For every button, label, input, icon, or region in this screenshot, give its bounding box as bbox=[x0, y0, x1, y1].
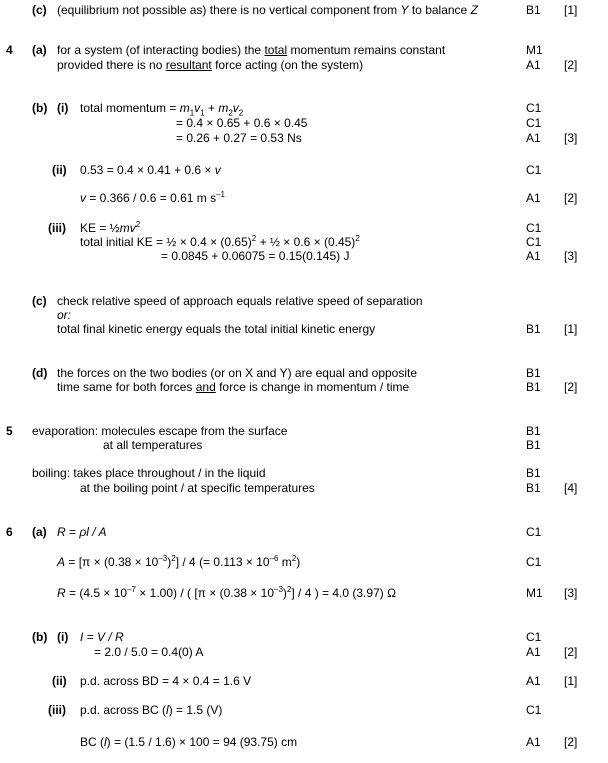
mark-4bii-1: C1 bbox=[526, 163, 542, 177]
total-6a: [3] bbox=[564, 586, 578, 600]
total-4bi: [3] bbox=[564, 131, 578, 145]
part-label-4b: (b) bbox=[32, 101, 48, 115]
mark-6a-2: C1 bbox=[526, 555, 542, 569]
answer-4bi-line3: = 0.26 + 0.27 = 0.53 Ns bbox=[176, 131, 302, 145]
answer-5-line2: at all temperatures bbox=[103, 438, 203, 452]
part-label-6b-iii: (iii) bbox=[48, 703, 66, 717]
part-label-6b: (b) bbox=[32, 630, 48, 644]
mark-4d-1: B1 bbox=[526, 366, 541, 380]
answer-4biii-line1: KE = $\frac{1}{2}mv^2$ bbox=[80, 220, 141, 235]
answer-6bi-line1: I = V / R bbox=[80, 630, 124, 644]
mark-4biii-1: C1 bbox=[526, 221, 542, 235]
mark-4bi-1: C1 bbox=[526, 101, 542, 115]
total-6bi: [2] bbox=[564, 645, 578, 659]
total-6bii: [1] bbox=[564, 674, 578, 688]
mark-6biii-2: A1 bbox=[526, 735, 541, 749]
answer-6a-line1: R = ρl / A bbox=[57, 525, 107, 539]
answer-4c-line1: check relative speed of approach equals relative speed of separation bbox=[57, 294, 423, 308]
total-4bii: [2] bbox=[564, 191, 578, 205]
part-label-4b-iii: (iii) bbox=[48, 221, 66, 235]
answer-6biii-line2: BC (l) = (1.5 / 1.6) × 100 = 94 (93.75) cm bbox=[80, 735, 298, 749]
mark-5-2: B1 bbox=[526, 438, 541, 452]
answer-4d-line2: time same for both forces and force is change in momentum / time bbox=[57, 380, 410, 394]
answer-6biii-line1: p.d. across BC (l) = 1.5 (V) bbox=[80, 703, 223, 717]
answer-3c: (equilibrium not possible as) there is no vertical component from Y to balance Z bbox=[57, 3, 478, 17]
mark-6biii-1: C1 bbox=[526, 703, 542, 717]
mark-4a-1: M1 bbox=[526, 43, 543, 57]
answer-4c-or: or: bbox=[57, 308, 72, 322]
answer-6bi-line2: = 2.0 / 5.0 = 0.4(0) A bbox=[94, 645, 204, 659]
answer-4a-line2: provided there is no resultant force acting (on the system) bbox=[57, 58, 364, 72]
mark-3c: B1 bbox=[526, 3, 541, 17]
mark-4c: B1 bbox=[526, 322, 541, 336]
part-label-4d: (d) bbox=[32, 366, 48, 380]
question-number-4: 4 bbox=[6, 43, 13, 57]
question-number-6: 6 bbox=[6, 525, 13, 539]
mark-4biii-2: C1 bbox=[526, 235, 542, 249]
answer-4d-line1: the forces on the two bodies (or on X and Y) are equal and opposite bbox=[57, 366, 418, 380]
mark-4a-2: A1 bbox=[526, 58, 541, 72]
question-number-5: 5 bbox=[6, 424, 13, 438]
answer-4a-line1: for a system (of interacting bodies) the total momentum remains constant bbox=[57, 43, 446, 57]
part-label-4c: (c) bbox=[32, 294, 47, 308]
answer-5-line4: at the boiling point / at specific temperatures bbox=[80, 481, 315, 495]
answer-4biii-line3: = 0.0845 + 0.06075 = 0.15(0.145) J bbox=[161, 249, 350, 263]
answer-6a-line3: $R = (4.5 \times 10^{-7} \times 1.00)$ / ( $[\pi \times (0.38 \times 10^{-3})^2] / 4$ ) = 4.0 (3.97) Ω bbox=[57, 585, 397, 600]
part-label-6b-ii: (ii) bbox=[52, 674, 67, 688]
total-4a: [2] bbox=[564, 58, 578, 72]
answer-4biii-line2: total initial KE = ½ × $0.4 \times (0.65)^2$ + ½ × $0.6 \times (0.45)^2$ bbox=[80, 234, 360, 249]
answer-4bii-line2: v = 0.366 / 0.6 = 0.61 m $s^{-1}$ bbox=[80, 190, 225, 205]
total-5: [4] bbox=[564, 481, 578, 495]
total-3c: [1] bbox=[564, 3, 578, 17]
total-4d: [2] bbox=[564, 380, 578, 394]
answer-4bi-line2: = 0.4 × 0.65 + 0.6 × 0.45 bbox=[176, 116, 308, 130]
mark-4bi-2: C1 bbox=[526, 116, 542, 130]
mark-6bii: A1 bbox=[526, 674, 541, 688]
answer-6bii: p.d. across BD = 4 × 0.4 = 1.6 V bbox=[80, 674, 252, 688]
part-label-6a: (a) bbox=[32, 525, 47, 539]
mark-6a-1: C1 bbox=[526, 525, 542, 539]
total-4biii: [3] bbox=[564, 249, 578, 263]
mark-5-4: B1 bbox=[526, 481, 541, 495]
answer-6a-line2: $A = [\pi \times (0.38 \times 10^{-3})^2] / 4$ (= $0.113 \times 10^{-6}$ $m^2$) bbox=[57, 554, 301, 569]
answer-4bii-line1: 0.53 = 0.4 × 0.41 + 0.6 × v bbox=[80, 163, 221, 177]
answer-5-line1: evaporation: molecules escape from the surface bbox=[32, 424, 288, 438]
part-label-4b-ii: (ii) bbox=[52, 163, 67, 177]
mark-6bi-1: C1 bbox=[526, 630, 542, 644]
mark-4biii-3: A1 bbox=[526, 249, 541, 263]
mark-6a-3: M1 bbox=[526, 586, 543, 600]
mark-4bii-2: A1 bbox=[526, 191, 541, 205]
mark-5-1: B1 bbox=[526, 424, 541, 438]
part-label-6b-i: (i) bbox=[57, 630, 69, 644]
part-label-4a: (a) bbox=[32, 43, 47, 57]
part-label-4b-i: (i) bbox=[57, 101, 69, 115]
mark-6bi-2: A1 bbox=[526, 645, 541, 659]
total-6biii: [2] bbox=[564, 735, 578, 749]
part-label-3c: (c) bbox=[32, 3, 47, 17]
mark-5-3: B1 bbox=[526, 466, 541, 480]
total-4c: [1] bbox=[564, 322, 578, 336]
answer-4bi-line1: total momentum = $m_1v_1 + m_2v_2$ bbox=[80, 101, 244, 118]
answer-4c-line3: total final kinetic energy equals the total initial kinetic energy bbox=[57, 322, 376, 336]
mark-4bi-3: A1 bbox=[526, 131, 541, 145]
mark-4d-2: B1 bbox=[526, 380, 541, 394]
answer-5-line3: boiling: takes place throughout / in the liquid bbox=[32, 466, 266, 480]
